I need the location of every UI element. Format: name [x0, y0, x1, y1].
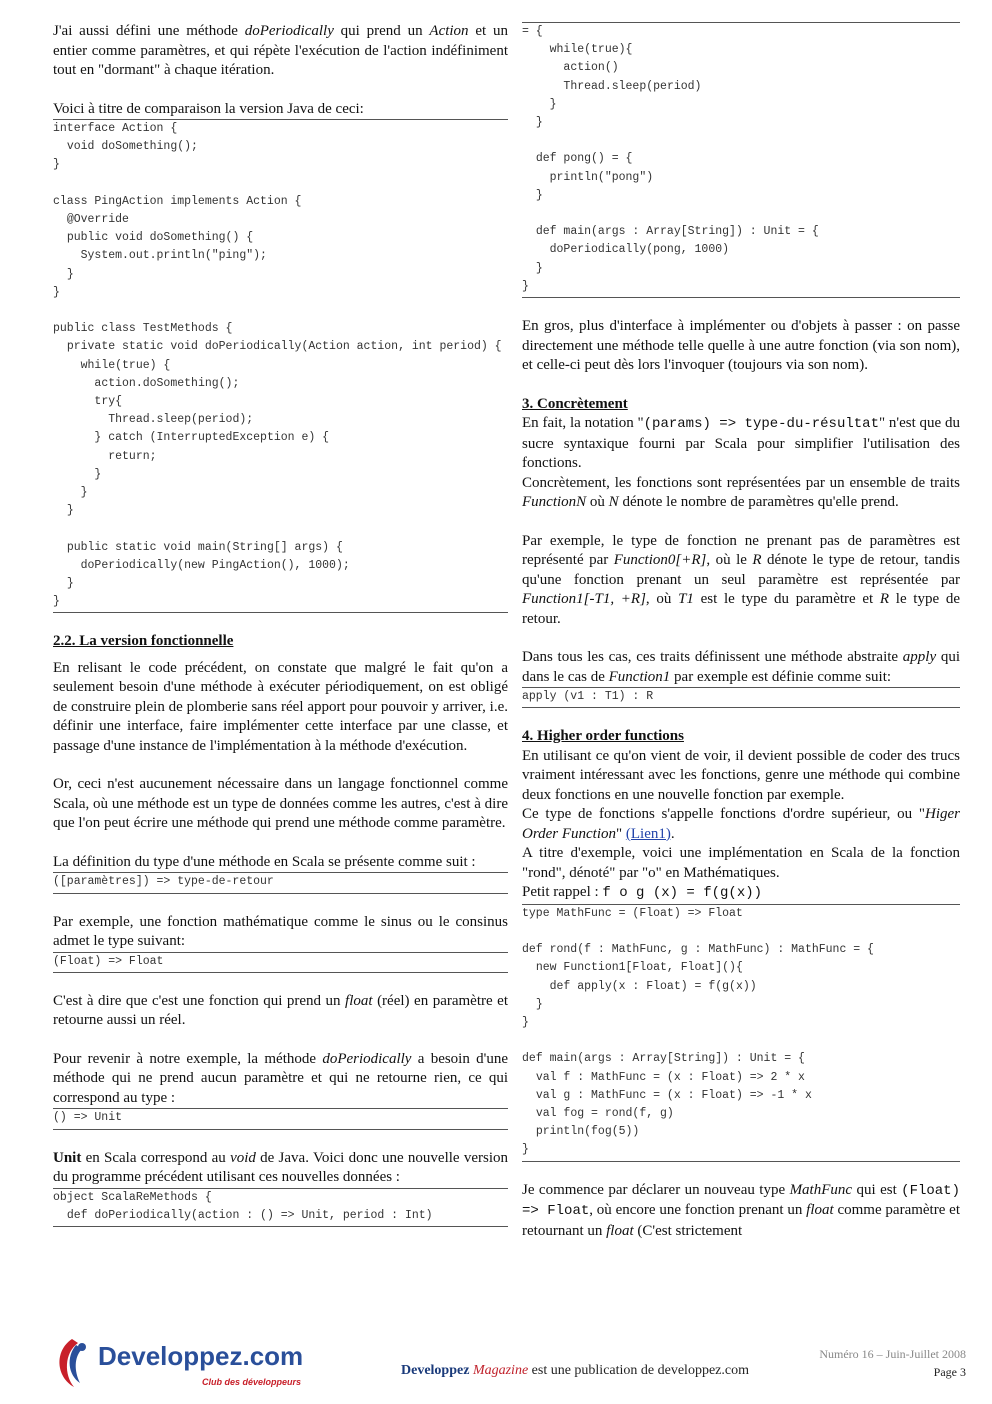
section-heading: 4. Higher order functions	[522, 728, 684, 745]
code-block-scala: object ScalaReMethods { def doPeriodically(action : () => Unit, period : Int)	[53, 1189, 508, 1227]
logo-text: Developpez.com	[98, 1341, 304, 1371]
code-block: apply (v1 : T1) : R	[522, 688, 960, 708]
paragraph: C'est à dire que c'est une fonction qui prend un float (réel) en paramètre et retourne aussi un réel.	[53, 992, 508, 1029]
paragraph: Par exemple, le type de fonction ne prenant pas de paramètres est représenté par Function0[+R], où le R dénote le type de retour, tandis qu'une fonction prenant un seul paramètre est représentée par Function1[-T1, +R], où T1 est le type du paramètre et R le type de retour.	[522, 532, 960, 627]
section-heading: 2.2. La version fonctionnelle	[53, 633, 234, 650]
logo-subtitle: Club des développeurs	[202, 1377, 302, 1387]
left-column	[53, 22, 508, 1227]
page-footer	[0, 1325, 992, 1395]
section-heading: 3. Concrètement	[522, 395, 628, 412]
issue-info: Numéro 16 – Juin-Juillet 2008	[819, 1347, 966, 1361]
lien1-link[interactable]: (Lien1)	[625, 825, 671, 842]
paragraph: A titre d'exemple, voici une implémentation en Scala de la fonction "rond", dénoté" par "o" en Mathématiques.	[522, 845, 960, 881]
code-block-scala: = { while(true){ action() Thread.sleep(period) } } def pong() = { println("pong") } def main(args : Array[String]) : Unit = { doPeriodically(pong, 1000) } }	[522, 22, 960, 298]
paragraph: En gros, plus d'interface à implémenter ou d'objets à passer : on passe directement une méthode telle quelle à une autre fonction (via son nom), et celle-ci peut dès lors l'invoquer (toujours via son nom).	[522, 318, 960, 374]
code-block: (Float) => Float	[53, 953, 508, 973]
paragraph: Voici à titre de comparaison la version Java de ceci:	[53, 100, 508, 121]
paragraph: J'ai aussi défini une méthode doPeriodically qui prend un Action et un entier comme paramètres, et qui répète l'exécution de l'action indéfiniment tout en "dormant" à chaque itération.	[53, 23, 508, 78]
code-block: ([paramètres]) => type-de-retour	[53, 873, 508, 893]
developpez-logo	[52, 1333, 312, 1391]
paragraph: Unit en Scala correspond au void de Java. Voici donc une nouvelle version du programme précédent utilisant ces nouvelles données :	[53, 1149, 508, 1189]
paragraph: En relisant le code précédent, on constate que malgré le fait qu'on a seulement besoin d'une méthode à exécuter périodiquement, on est obligé de construire plein de plomberie sans réel apport pour pouvoir y arriver, i.e. définir une interface, faire implémenter cette interface par une classe, et passage d'une instance de l'implémentation à la méthode d'exécution.	[53, 659, 508, 754]
paragraph: Je commence par déclarer un nouveau type MathFunc qui est (Float) => Float, où encore une fonction prenant un float comme paramètre et retournant un float (C'est strictement	[522, 1181, 961, 1239]
paragraph-text: Ce type de fonctions s'appelle fonctions d'ordre supérieur, ou "Higer Order Function"	[522, 806, 960, 842]
footer-tagline	[401, 1363, 749, 1379]
page-number: Page 3	[933, 1365, 966, 1379]
brand-name: Developpez	[401, 1363, 470, 1378]
paragraph: Ce type de fonctions s'appelle fonctions d'ordre supérieur, ou "Higer Order Function" (Lien1).	[522, 806, 960, 842]
paragraph: Petit rappel : f o g (x) = f(g(x))	[522, 883, 960, 905]
paragraph: En utilisant ce qu'on vient de voir, il devient possible de coder des trucs vraiment intéressant avec les fonctions, genre une méthode qui combine deux fonctions en une nouvelle fonction par exemple.	[522, 747, 960, 803]
code-block: () => Unit	[53, 1109, 508, 1129]
code-block-java: interface Action { void doSomething(); } class PingAction implements Action { @Override public void doSomething() { System.out.println("ping"); } } public class TestMethods { private static void doPeriodically(Action action, int period) { while(true) { action.doSomething(); try{ Thread.sleep(period); } catch (InterruptedException e) { return; } } } public static void main(String[] args) { doPeriodically(new PingAction(), 1000); } }	[53, 120, 508, 613]
paragraph: Concrètement, les fonctions sont représentées par un ensemble de traits FunctionN où N dénote le nombre de paramètres qu'elle prend.	[522, 474, 960, 511]
magazine-name: Magazine	[472, 1363, 529, 1378]
paragraph: Pour revenir à notre exemple, la méthode doPeriodically a besoin d'une méthode qui ne prend aucun paramètre et qui ne retourne rien, ce qui correspond au type :	[53, 1050, 508, 1110]
paragraph: Dans tous les cas, ces traits définissent une méthode abstraite apply qui dans le cas de Function1 par exemple est définie comme suit:	[522, 648, 960, 688]
code-block-scala: type MathFunc = (Float) => Float def rond(f : MathFunc, g : MathFunc) : MathFunc = { new Function1[Float, Float](){ def apply(x : Float) = f(g(x)) } } def main(args : Array[String]) : Unit = { val f : MathFunc = (x : Float) => 2 * x val g : MathFunc = (x : Float) => -1 * x val fog = rond(f, g) println(fog(5)) }	[522, 905, 960, 1162]
paragraph: Par exemple, une fonction mathématique comme le sinus ou le consinus admet le type suivant:	[53, 913, 508, 953]
right-column	[522, 22, 960, 1241]
tagline-text: est une publication de developpez.com	[528, 1363, 749, 1378]
paragraph: Or, ceci n'est aucunement nécessaire dans un langage fonctionnel comme Scala, où une méthode est un type de données comme les autres, c'est à dire que l'on peut écrire une méthode qui prend une méthode comme paramètre.	[53, 776, 508, 832]
paragraph: La définition du type d'une méthode en Scala se présente comme suit :	[53, 853, 508, 874]
paragraph: En fait, la notation "(params) => type-du-résultat" n'est que du sucre syntaxique fourni par Scala pour simplifier l'utilisation des fonctions.	[522, 415, 960, 472]
